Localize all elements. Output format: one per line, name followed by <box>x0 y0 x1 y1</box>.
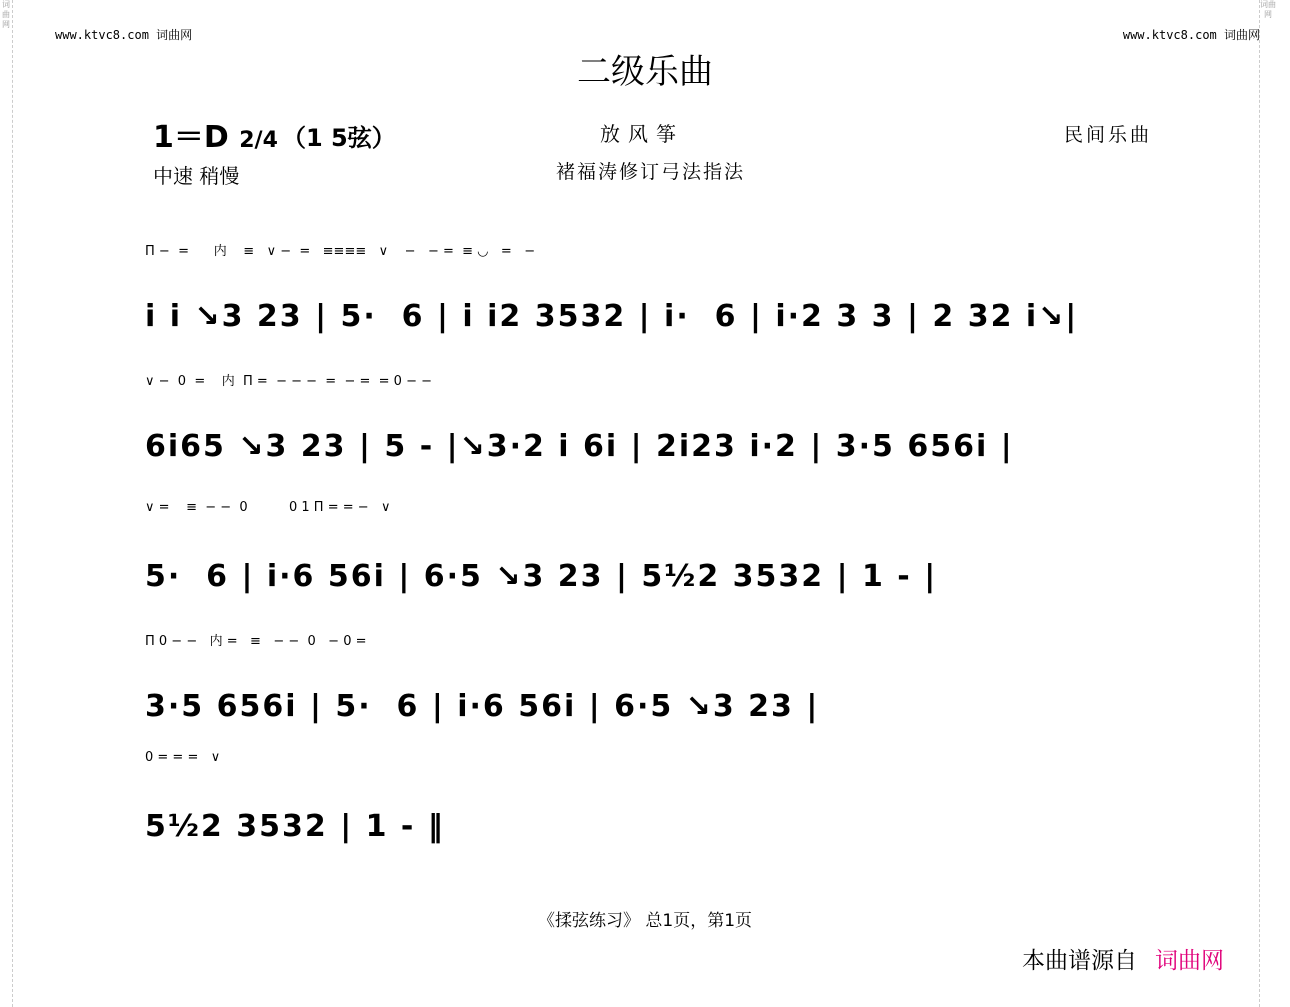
page-title: 二级乐曲 <box>577 52 713 92</box>
bowing-marks: Π − = 内 ≡ ∨ − = ≡≡≡≡ ∨ − − = ≡ ◡ = − <box>145 244 536 259</box>
tempo-marking: 中速 稍慢 <box>153 164 240 188</box>
bowing-marks: ∨ − 0 = 内 Π = − − − = − = = 0 − − <box>145 374 432 389</box>
source-label: 本曲谱源自 <box>1022 948 1137 974</box>
bowing-marks: 0 = = = ∨ <box>145 750 221 765</box>
notation-line: 5· 6 | i·6 56i | 6·5 ↘3 23 | 5½2 3532 | 1 - | <box>145 559 938 594</box>
page-footer: 《揉弦练习》 总1页，第1页 <box>537 911 753 931</box>
source-brand-link[interactable]: 词曲网 <box>1155 948 1224 974</box>
watermark-left[interactable]: www.ktvc8.com 词曲网 <box>55 28 193 42</box>
left-margin-strip <box>0 0 13 1007</box>
source-credit <box>1022 942 1224 975</box>
score-line-3 <box>145 500 1155 600</box>
song-subtitle: 放风筝 <box>600 122 684 146</box>
key: 1＝D <box>153 120 229 155</box>
score-line-1 <box>145 240 1155 340</box>
watermark-right[interactable]: www.ktvc8.com 词曲网 <box>1122 28 1260 42</box>
score-line-4 <box>145 630 1155 730</box>
composer-credit: 民间乐曲 <box>1064 124 1153 146</box>
notation-line: 6i65 ↘3 23 | 5 - |↘3·2 i 6i | 2i23 i·2 | 3·5 656i | <box>145 429 1014 464</box>
side-watermark: 词曲网 <box>1260 0 1276 19</box>
notation-line: 3·5 656i | 5· 6 | i·6 56i | 6·5 ↘3 23 | <box>145 689 820 724</box>
right-margin-strip <box>1259 0 1276 1007</box>
notation-line: 5½2 3532 | 1 - ‖ <box>145 809 445 844</box>
bowing-marks: ∨ = ≡ − − 0 0 1 Π = = − ∨ <box>145 500 391 515</box>
time-signature: 2/4 <box>239 128 278 153</box>
arranger-credit: 褚福涛修订弓法指法 <box>556 161 746 183</box>
bowing-marks: Π 0 − − 内 = ≡ − − 0 − 0 = <box>145 634 367 649</box>
string-tuning: （1 5弦） <box>282 124 396 152</box>
score-line-2 <box>145 370 1155 470</box>
notation-line: i i ↘3 23 | 5· 6 | i i2 3532 | i· 6 | i·2 3 3 | 2 32 i↘| <box>145 299 1079 334</box>
key-signature <box>153 112 278 156</box>
score-line-5 <box>145 750 1155 850</box>
side-watermark: 词曲网 <box>2 0 10 29</box>
